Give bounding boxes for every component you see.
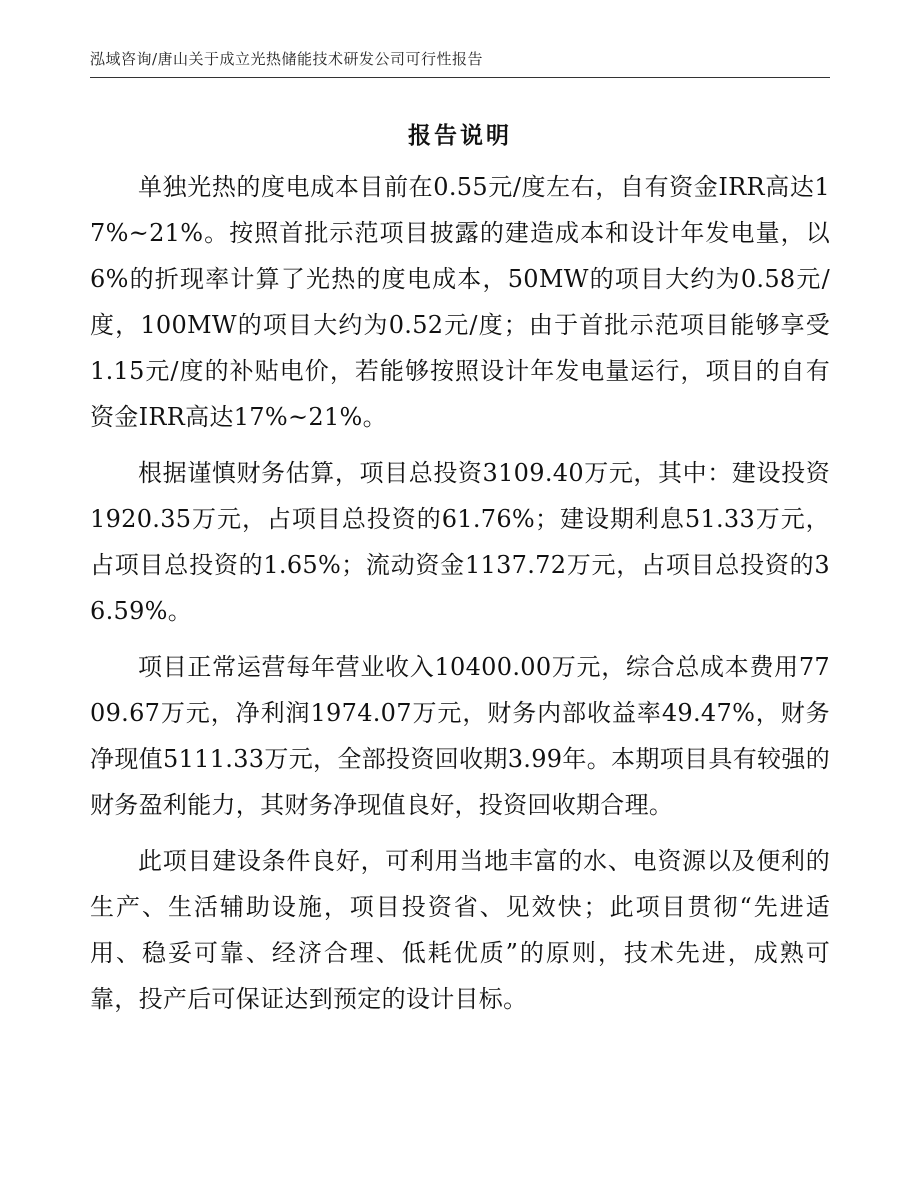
running-header: 泓域咨询/唐山关于成立光热储能技术研发公司可行性报告 — [90, 50, 484, 68]
paragraph-investment: 根据谨慎财务估算，项目总投资3109.40万元，其中：建设投资1920.35万元，占项目总投资的61.76%；建设期利息51.33万元，占项目总投资的1.65%；流动资金1137.72万元，占项目总投资的36.59%。 — [90, 459, 830, 625]
header-divider — [90, 77, 830, 78]
paragraph-cost-irr: 单独光热的度电成本目前在0.55元/度左右，自有资金IRR高达17%~21%。按照首批示范项目披露的建造成本和设计年发电量，以6%的折现率计算了光热的度电成本，50MW的项目大约为0.58元/度，100MW的项目大约为0.52元/度；由于首批示范项目能够享受1.15元/度的补贴电价，若能够按照设计年发电量运行，项目的自有资金IRR高达17%~21%。 — [90, 173, 830, 431]
document-title: 报告说明 — [408, 122, 512, 149]
paragraph-revenue: 项目正常运营每年营业收入10400.00万元，综合总成本费用7709.67万元，净利润1974.07万元，财务内部收益率49.47%，财务净现值5111.33万元，全部投资回收期3.99年。本期项目具有较强的财务盈利能力，其财务净现值良好，投资回收期合理。 — [90, 653, 830, 819]
paragraph-conditions: 此项目建设条件良好，可利用当地丰富的水、电资源以及便利的生产、生活辅助设施，项目投资省、见效快；此项目贯彻“先进适用、稳妥可靠、经济合理、低耗优质”的原则，技术先进，成熟可靠，投产后可保证达到预定的设计目标。 — [90, 847, 830, 1013]
document-body — [90, 164, 830, 1026]
